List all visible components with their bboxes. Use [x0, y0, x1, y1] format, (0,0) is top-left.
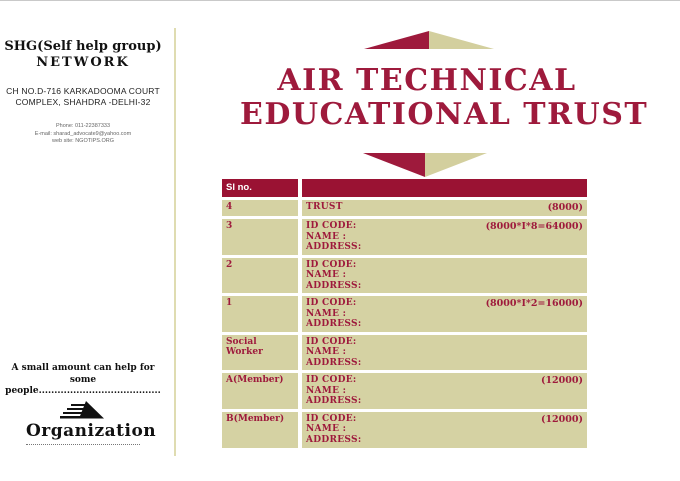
org-name: [0, 39, 166, 71]
id-code-label: ID CODE:: [306, 259, 357, 270]
detail-cell: [302, 200, 587, 216]
org-phone: Phone: 011-22387333: [55, 123, 111, 129]
trust-table: [218, 176, 591, 451]
org-address: [0, 86, 166, 108]
row-label: TRUST: [306, 202, 343, 212]
table-row: [222, 373, 587, 409]
org-email: E-mail: sharad_advocate9@yahoo.com: [34, 130, 132, 137]
detail-cell: [302, 219, 587, 255]
address-label: ADDRESS:: [306, 242, 362, 252]
amount: (8000*I*2=16000): [485, 298, 583, 309]
org-address-line2: COMPLEX, SHAHDRA -DELHI-32: [15, 97, 151, 107]
table-row: [222, 258, 587, 294]
id-code-label: ID CODE:: [306, 413, 357, 424]
table-row: [222, 335, 587, 371]
id-code-label: ID CODE:: [306, 375, 357, 385]
vertical-divider: [174, 28, 176, 456]
id-code-label: ID CODE:: [306, 336, 357, 347]
table-header-row: [222, 179, 587, 197]
detail-cell: [302, 258, 587, 294]
sl-cell: A(Member): [222, 373, 298, 409]
table-row: [222, 296, 587, 332]
organization-label: Organization: [26, 421, 140, 445]
name-label: NAME :: [306, 347, 347, 357]
org-address-line1: CH NO.D-716 KARKADOOMA COURT: [6, 86, 160, 96]
detail-cell: [302, 335, 587, 371]
amount: (12000): [540, 375, 583, 386]
table-header-sl-no: Sl no.: [222, 179, 298, 197]
table-header-empty: [302, 179, 587, 197]
donation-quote: [0, 363, 166, 398]
table-row: [222, 412, 587, 448]
org-contact-block: [0, 123, 166, 146]
detail-cell: [302, 373, 587, 409]
detail-cell: [302, 412, 587, 448]
table-row: [222, 219, 587, 255]
amount: (12000): [540, 413, 583, 425]
org-name-line2: NETWORK: [36, 55, 130, 70]
sl-cell: B(Member): [222, 412, 298, 448]
main-title-line1: AIR TECHNICAL: [277, 63, 577, 98]
sl-cell: 2: [222, 258, 298, 294]
address-label: ADDRESS:: [306, 396, 362, 406]
address-label: ADDRESS:: [306, 357, 362, 368]
table-row: [222, 200, 587, 216]
org-name-line1: SHG(Self help group): [4, 39, 162, 54]
sl-cell: 1: [222, 296, 298, 332]
name-label: NAME :: [306, 385, 347, 396]
org-website: web site: NGOTIPS.ORG: [51, 138, 115, 144]
sl-cell: 3: [222, 219, 298, 255]
name-label: NAME :: [306, 231, 347, 242]
amount: (8000): [547, 202, 583, 213]
name-label: NAME :: [306, 270, 347, 280]
split-triangle-up-icon: [364, 31, 494, 53]
amount: (8000*I*8=64000): [485, 221, 583, 232]
id-code-label: ID CODE:: [306, 298, 357, 308]
sl-cell: 4: [222, 200, 298, 216]
donation-quote-line2: people.......................................: [5, 386, 161, 396]
main-title: [240, 63, 649, 132]
main-title-line2: EDUCATIONAL TRUST: [240, 97, 649, 132]
donation-quote-line1: A small amount can help for some: [11, 363, 155, 385]
address-label: ADDRESS:: [306, 280, 362, 291]
detail-cell: [302, 296, 587, 332]
id-code-label: ID CODE:: [306, 221, 357, 231]
address-label: ADDRESS:: [306, 434, 362, 445]
name-label: NAME :: [306, 308, 347, 319]
address-label: ADDRESS:: [306, 319, 362, 329]
name-label: NAME :: [306, 424, 347, 434]
sl-cell: Social Worker: [222, 335, 298, 371]
